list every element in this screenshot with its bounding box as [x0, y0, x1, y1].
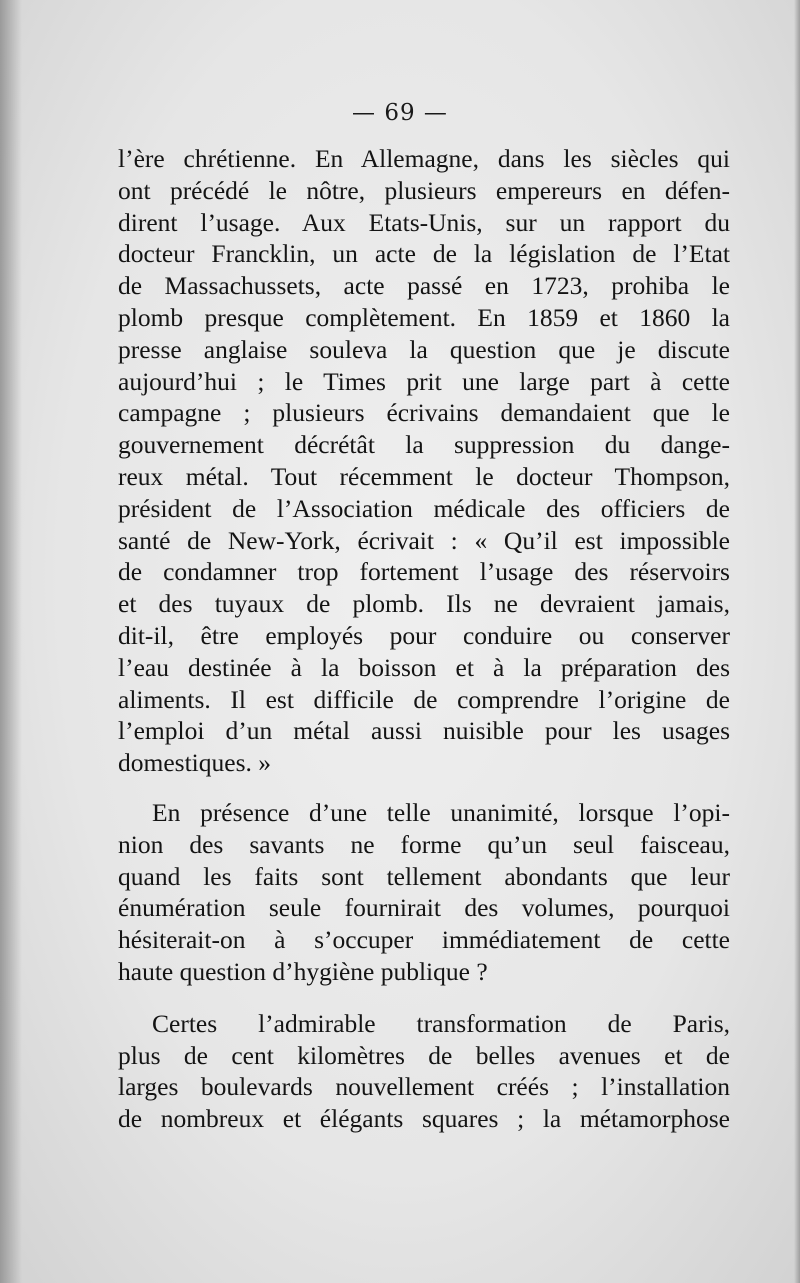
text-line: dit-il, être employés pour conduire ou conserver [118, 620, 730, 650]
text-line: gouvernement décrétât la suppression du dange- [118, 430, 730, 460]
page-edge [794, 0, 800, 1283]
text-line: hésiterait-on à s’occuper immédiatement de cette [118, 925, 730, 955]
text-line: l’ère chrétienne. En Allemagne, dans les siècles qui [118, 144, 730, 173]
text-line: reux métal. Tout récemment le docteur Thompson, [118, 461, 730, 491]
text-line: président de l’Association médicale des officiers de [118, 493, 730, 523]
text-line: larges boulevards nouvellement créés ; l’installation [118, 1072, 730, 1102]
text-line: santé de New-York, écrivait : « Qu’il est impossible [118, 525, 730, 555]
text-line: de Massachussets, acte passé en 1723, prohiba le [118, 271, 730, 301]
text-line: quand les faits sont tellement abondants que leur [118, 861, 730, 891]
text-line: nion des savants ne forme qu’un seul faisceau, [118, 829, 730, 859]
text-line: plus de cent kilomètres de belles avenues et de [118, 1040, 730, 1070]
text-line: haute question d’hygiène publique ? [118, 956, 488, 986]
text-line: de nombreux et élégants squares ; la métamorphose [118, 1104, 730, 1134]
text-line: énumération seule fournirait des volumes, pourquoi [118, 893, 730, 923]
paragraph-spacer [118, 988, 730, 1008]
paragraph-3 [118, 1008, 730, 1135]
text-line: campagne ; plusieurs écrivains demandaient que le [118, 398, 730, 428]
text-line: En présence d’une telle unanimité, lorsque l’opi- [152, 797, 730, 827]
body-text [118, 143, 730, 1135]
paragraph-1 [118, 143, 730, 779]
text-line: plomb presque complètement. En 1859 et 1860 la [118, 302, 730, 332]
text-line: et des tuyaux de plomb. Ils ne devraient jamais, [118, 589, 730, 619]
text-line: dirent l’usage. Aux Etats-Unis, sur un rapport du [118, 207, 730, 237]
page-number: — 69 — [352, 100, 448, 126]
text-line: aliments. Il est difficile de comprendre l’origine de [118, 684, 730, 714]
text-line: domestiques. » [118, 748, 271, 778]
text-line: Certes l’admirable transformation de Paris, [152, 1008, 730, 1038]
paragraph-spacer [118, 779, 730, 797]
text-line: l’eau destinée à la boisson et à la préparation des [118, 652, 730, 682]
text-line: ont précédé le nôtre, plusieurs empereurs en défen- [118, 175, 730, 205]
gutter-shadow [0, 0, 22, 1283]
text-line: docteur Francklin, un acte de la législation de l’Etat [118, 239, 730, 269]
text-line: presse anglaise souleva la question que je discute [118, 334, 730, 364]
text-line: l’emploi d’un métal aussi nuisible pour les usages [118, 716, 730, 746]
paragraph-2 [118, 797, 730, 988]
text-line: de condamner trop fortement l’usage des réservoirs [118, 557, 730, 587]
text-line: aujourd’hui ; le Times prit une large part à cette [118, 366, 730, 396]
